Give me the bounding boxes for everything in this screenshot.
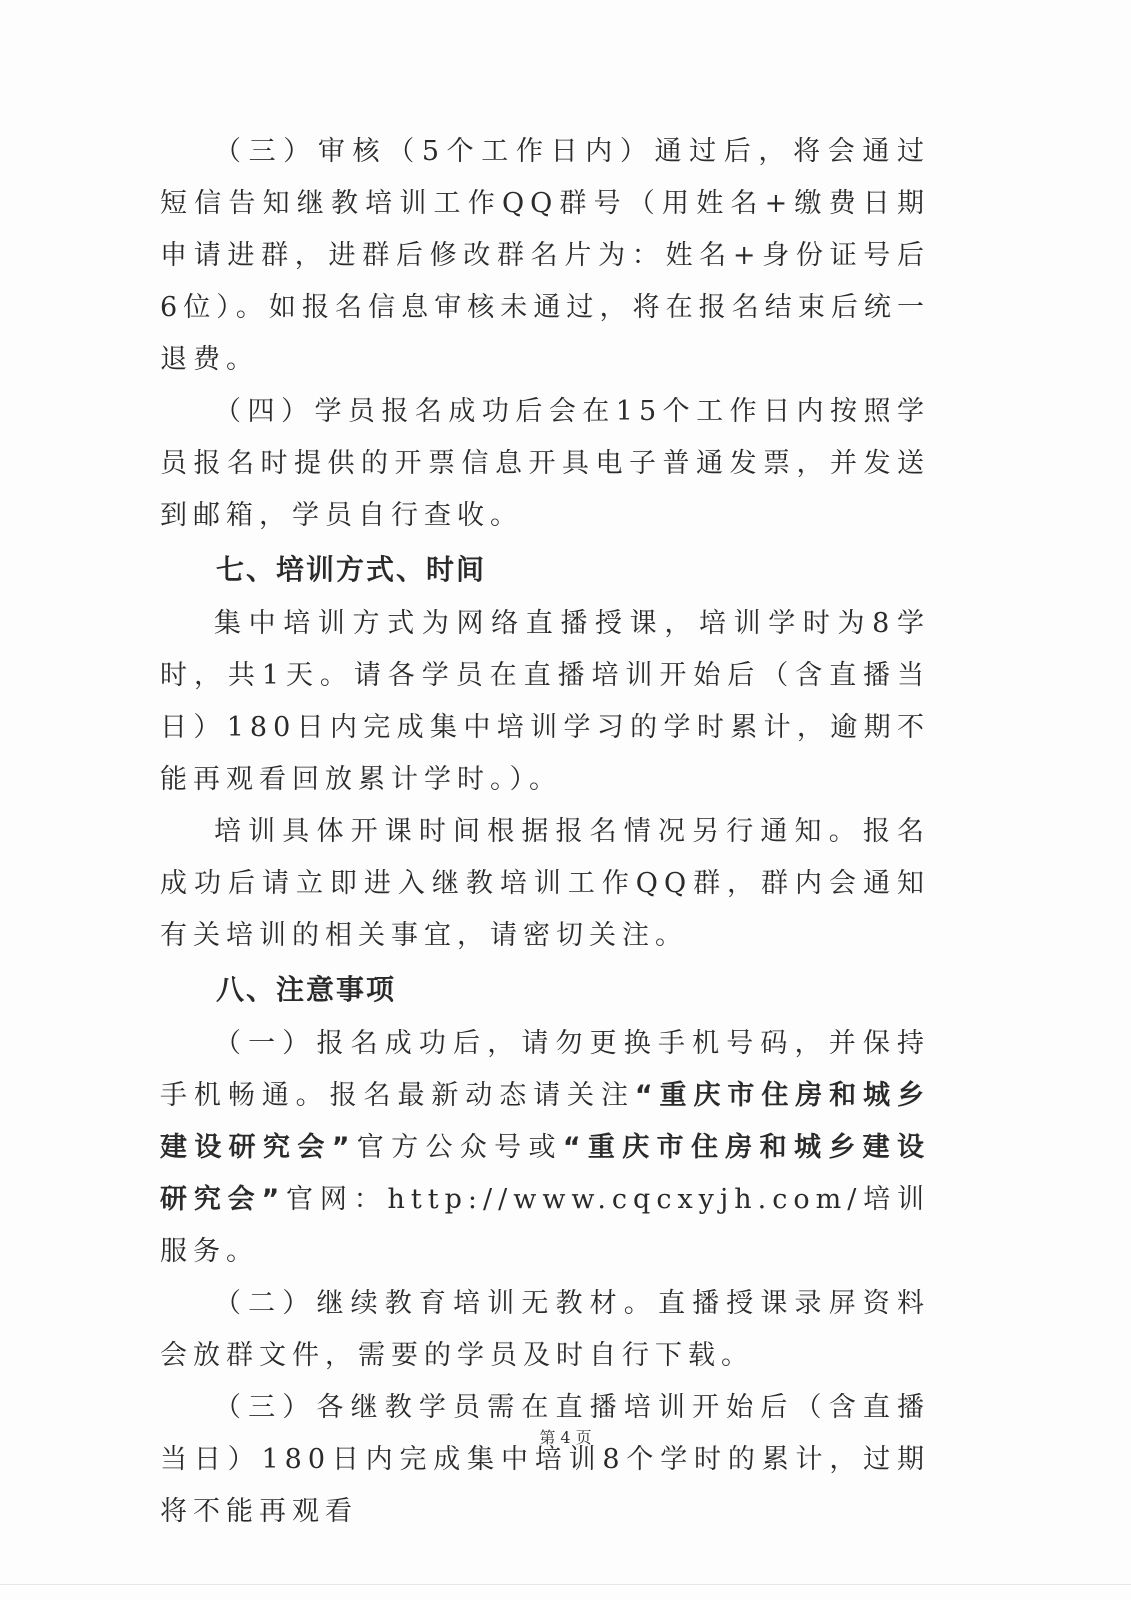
paragraph-contact-notice [160, 1018, 930, 1278]
section-heading-training-method: 七、培训方式、时间 [216, 553, 487, 586]
document-body [160, 126, 930, 1538]
org-name-1: “重庆市住房和城乡建设研究会” [160, 1080, 930, 1163]
notice-text-b: 官方公众号或 [355, 1132, 563, 1163]
paragraph-deadline: （三）各继教学员需在直播培训开始后（含直播当日）180日内完成集中培训8个学时的累计，过期将不能再观看 [160, 1392, 930, 1527]
org-name-2: “重庆市住房和城乡建设研究会” [160, 1132, 930, 1215]
paragraph-training-format: 集中培训方式为网络直播授课，培训学时为8学时，共1天。请各学员在直播培训开始后（含直播当日）180日内完成集中培训学习的学时累计，逾期不能再观看回放累计学时。）。 [160, 608, 930, 795]
section-heading-notes: 八、注意事项 [216, 973, 397, 1006]
notice-text-c: 官网：http://www.cqcxyjh.com/培训服务。 [160, 1184, 930, 1267]
notice-text-a: （一）报名成功后，请勿更换手机号码，并保持手机畅通。报名最新动态请关注 [160, 1028, 930, 1111]
paragraph-materials: （二）继续教育培训无教材。直播授课录屏资料会放群文件，需要的学员及时自行下载。 [160, 1288, 930, 1371]
paragraph-invoice: （四）学员报名成功后会在15个工作日内按照学员报名时提供的开票信息开具电子普通发票，并发送到邮箱，学员自行查收。 [160, 396, 930, 531]
paragraph-review: （三）审核（5个工作日内）通过后，将会通过短信告知继教培训工作QQ群号（用姓名+缴费日期申请进群，进群后修改群名片为：姓名+身份证号后6位）。如报名信息审核未通过，将在报名结束后统一退费。 [160, 136, 930, 375]
paragraph-schedule: 培训具体开课时间根据报名情况另行通知。报名成功后请立即进入继教培训工作QQ群，群内会通知有关培训的相关事宜，请密切关注。 [160, 816, 930, 951]
page-number: 第 4 页 [539, 1428, 592, 1447]
scan-edge-line [0, 1584, 1131, 1585]
